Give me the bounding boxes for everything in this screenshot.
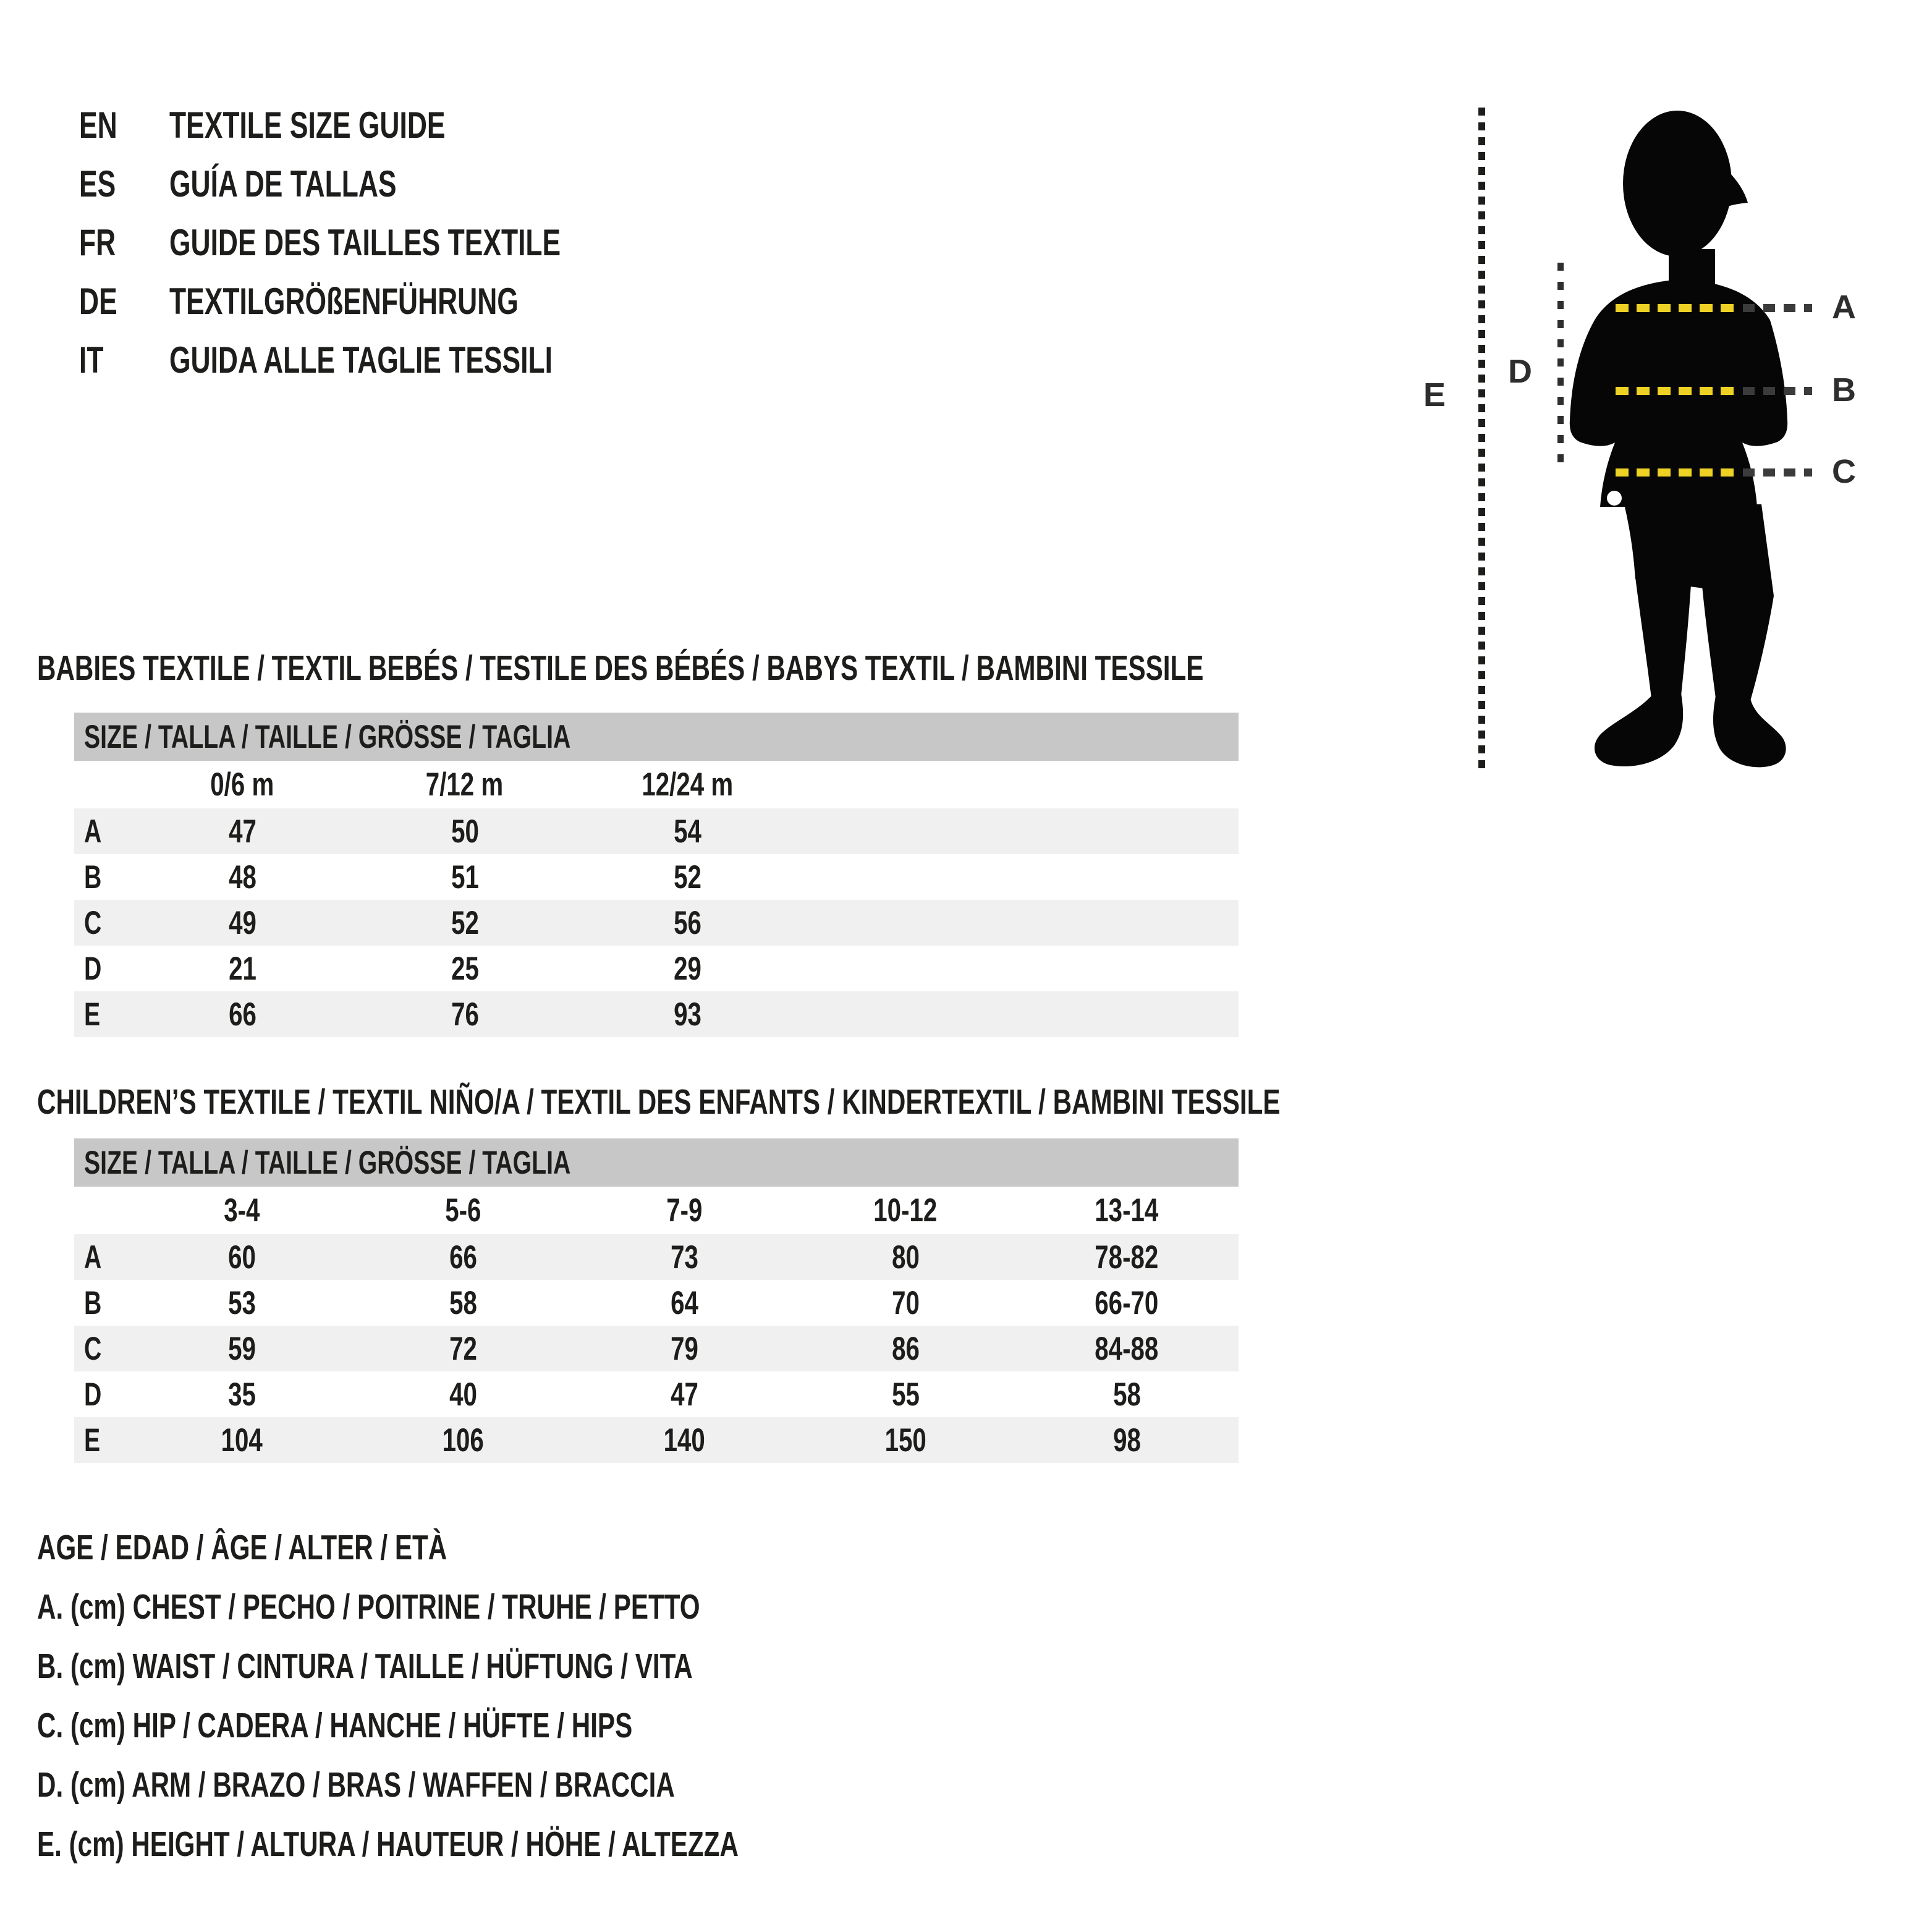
cell-value: 48 [228,858,256,896]
cell-value: 66-70 [1095,1284,1159,1321]
lang-title: TEXTILE SIZE GUIDE [169,104,446,146]
hip-line-dark [1743,468,1812,477]
size-header-bar [74,1138,1239,1187]
lang-code: IT [79,339,104,381]
left-shoe-shape [1595,693,1683,766]
lang-title: GUIDE DES TAILLES TEXTILE [169,222,561,263]
legend-text: E. (cm) HEIGHT / ALTURA / HAUTEUR / HÖHE / ALTEZZA [37,1824,739,1864]
column-header: 0/6 m [210,766,274,803]
cell-value: 73 [670,1239,698,1276]
cell-value: 86 [891,1330,920,1367]
cell-value: 54 [673,813,701,850]
child-silhouette-graphic [1540,104,1831,771]
column-header: 7/12 m [426,766,504,803]
row-label: B [84,1284,102,1321]
table-row [74,808,1239,854]
babies-section-title: BABIES TEXTILE / TEXTIL BEBÉS / TESTILE DES BÉBÉS / BABYS TEXTIL / BAMBINI TESSILE [37,648,1204,688]
column-header-row [74,1187,1239,1234]
table-row [74,1280,1239,1326]
chest-line-dark [1743,304,1812,312]
column-header: 3-4 [223,1192,260,1229]
cell-value: 76 [451,996,479,1033]
size-header-label: SIZE / TALLA / TAILLE / GRÖSSE / TAGLIA [84,1144,571,1181]
cell-value: 66 [228,996,256,1033]
label-arm-D: D [1508,353,1532,390]
lang-row-de [79,272,698,331]
cell-value: 150 [884,1421,926,1459]
lang-title: GUÍA DE TALLAS [169,163,397,205]
column-header: 5-6 [444,1192,481,1229]
row-label: E [84,1421,101,1459]
cell-value: 40 [449,1376,477,1413]
waist-line-dark [1743,387,1812,395]
cell-value: 58 [449,1284,477,1321]
table-row [74,900,1239,946]
row-label: C [84,1330,102,1367]
label-height-E: E [1423,376,1446,413]
right-shoe-shape [1713,696,1786,767]
cell-value: 58 [1112,1376,1141,1413]
row-label: D [84,1376,102,1413]
cell-value: 93 [673,996,701,1033]
table-row [74,991,1239,1037]
row-label: D [84,950,102,987]
lang-title: TEXTILGRÖßENFÜHRUNG [169,281,519,322]
cell-value: 104 [221,1421,263,1459]
cell-value: 53 [227,1284,256,1321]
cell-value: 47 [228,813,256,850]
cell-value: 60 [227,1239,256,1276]
size-header-bar [74,713,1239,761]
legend-text: AGE / EDAD / ÂGE / ALTER / ETÀ [37,1528,447,1567]
cell-value: 35 [227,1376,256,1413]
row-label: C [84,904,102,941]
column-header: 13-14 [1095,1192,1159,1229]
column-header: 12/24 m [642,766,733,803]
legend-height-line [37,1815,985,1874]
cell-value: 52 [451,904,479,941]
cell-value: 72 [449,1330,477,1367]
right-leg-shape [1702,586,1774,701]
legend-age-line [37,1518,985,1577]
chest-line-yellow [1616,304,1737,312]
row-label: A [84,813,102,850]
lang-row-it [79,331,698,389]
lang-code: EN [79,104,117,146]
left-leg-shape [1635,577,1691,698]
cell-value: 25 [451,950,479,987]
height-measure-dotted-line [1478,108,1485,770]
legend-text: A. (cm) CHEST / PECHO / POITRINE / TRUHE / PETTO [37,1587,700,1627]
lang-code: ES [79,163,116,205]
cell-value: 50 [451,813,479,850]
children-size-table [74,1138,1239,1463]
cell-value: 140 [663,1421,705,1459]
waist-line-yellow [1616,387,1737,395]
cell-value: 66 [449,1239,477,1276]
column-header: 10-12 [873,1192,938,1229]
cell-value: 21 [228,950,256,987]
lang-row-es [79,155,698,213]
legend-text: D. (cm) ARM / BRAZO / BRAS / WAFFEN / BRACCIA [37,1765,675,1805]
lang-code: FR [79,222,116,263]
lang-title: GUIDA ALLE TAGLIE TESSILI [169,339,553,381]
label-waist-B: B [1832,371,1856,409]
cell-value: 55 [891,1376,920,1413]
cell-value: 84-88 [1095,1330,1159,1367]
hip-line-yellow [1616,468,1737,477]
legend-text: C. (cm) HIP / CADERA / HANCHE / HÜFTE / HIPS [37,1706,633,1745]
legend-text: B. (cm) WAIST / CINTURA / TAILLE / HÜFTUNG / VITA [37,1646,693,1686]
lang-row-fr [79,213,698,272]
row-label: E [84,996,101,1033]
column-header: 7-9 [666,1192,703,1229]
legend-hip-line [37,1696,985,1755]
cell-value: 98 [1112,1421,1141,1459]
column-header-row [74,761,1239,808]
babies-size-table [74,713,1239,1037]
language-header [79,96,698,389]
lang-code: DE [79,281,117,322]
row-label: B [84,858,102,896]
children-section-title: CHILDREN’S TEXTILE / TEXTIL NIÑO/A / TEXTIL DES ENFANTS / KINDERTEXTIL / BAMBINI TESSILE [37,1082,1281,1122]
hair-flick-shape [1713,158,1748,212]
cell-value: 70 [891,1284,920,1321]
measurement-legend [37,1518,985,1874]
legend-waist-line [37,1637,985,1696]
cell-value: 80 [891,1239,920,1276]
hand-gap-notch [1607,491,1622,506]
cell-value: 47 [670,1376,698,1413]
table-row [74,946,1239,991]
table-row [74,1371,1239,1417]
cell-value: 106 [442,1421,484,1459]
cell-value: 64 [670,1284,698,1321]
table-row [74,854,1239,900]
row-label: A [84,1239,102,1276]
table-row [74,1326,1239,1371]
cell-value: 79 [670,1330,698,1367]
table-row [74,1417,1239,1463]
table-row [74,1234,1239,1280]
label-chest-A: A [1832,289,1856,326]
cell-value: 78-82 [1095,1239,1159,1276]
cell-value: 49 [228,904,256,941]
cell-value: 59 [227,1330,256,1367]
size-header-label: SIZE / TALLA / TAILLE / GRÖSSE / TAGLIA [84,718,571,755]
cell-value: 51 [451,858,479,896]
legend-chest-line [37,1577,985,1637]
cell-value: 29 [673,950,701,987]
lang-row-en [79,96,698,155]
cell-value: 56 [673,904,701,941]
label-hip-C: C [1832,453,1856,490]
legend-arm-line [37,1755,985,1815]
cell-value: 52 [673,858,701,896]
